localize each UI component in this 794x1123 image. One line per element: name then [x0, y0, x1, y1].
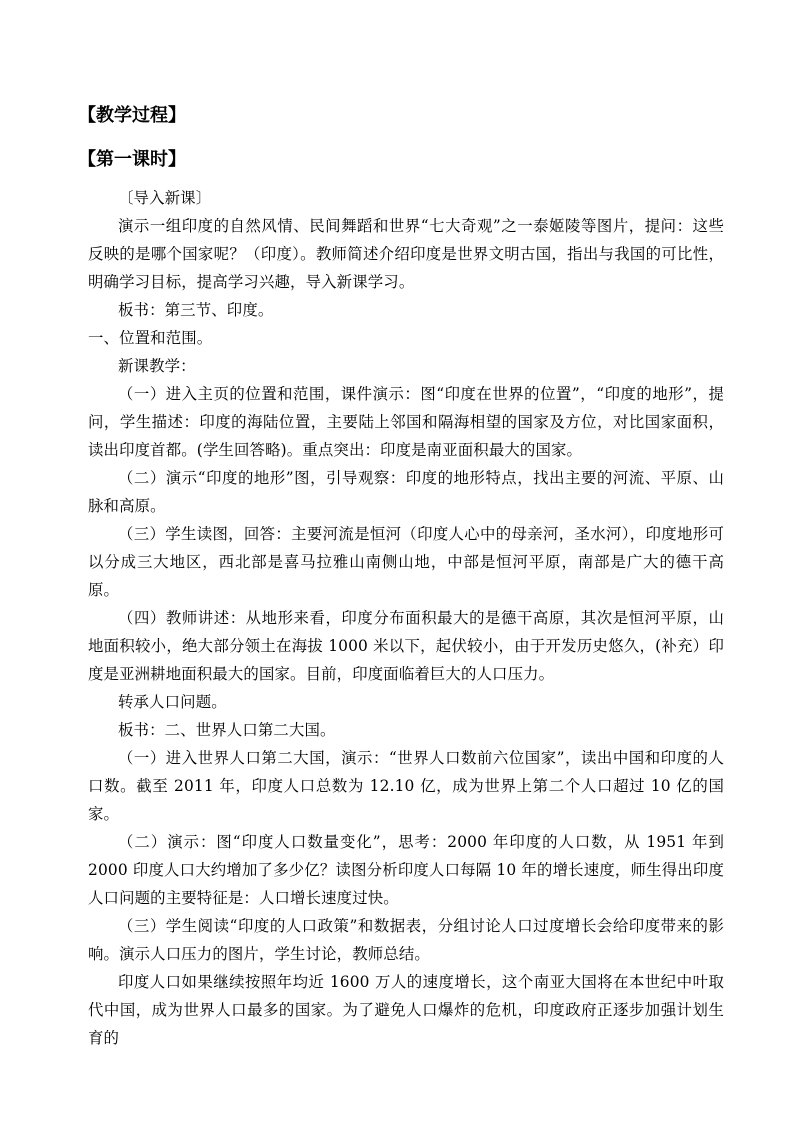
paragraph-population-3: （三）学生阅读“印度的人口政策”和数据表，分组讨论人口过度增长会给印度带来的影响。演示人口压力的图片，学生讨论，教师总结。 — [88, 917, 724, 963]
paragraph-step-4: （四）教师讲述：从地形来看，印度分布面积最大的是德干高原，其次是恒河平原，山地面积较小，绝大部分领土在海拔 1000 米以下，起伏较小，由于开发历史悠久，(补充）印度是亚洲耕地面积最大的国家。目前，印度面临着巨大的人口压力。 — [88, 609, 724, 683]
paragraph-board-1: 板书：第三节、印度。 — [118, 301, 274, 319]
paragraph-step-2: （二）演示“印度的地形”图，引导观察：印度的地形特点，找出主要的河流、平原、山脉和高原。 — [88, 469, 724, 515]
heading-first-lesson: 【第一课时】 — [78, 149, 186, 170]
paragraph-intro: 演示一组印度的自然风情、民间舞蹈和世界“七大奇观”之一泰姬陵等图片，提问：这些反映的是哪个国家呢？（印度）。教师简述介绍印度是世界文明古国，指出与我国的可比性，明确学习目标，提高学习兴趣，导入新课学习。 — [88, 217, 724, 291]
body-text — [88, 184, 724, 1052]
paragraph-new-lesson: 新课教学： — [118, 357, 196, 375]
paragraph-population-4: 印度人口如果继续按照年均近 1600 万人的速度增长，这个南亚大国将在本世纪中叶取代中国，成为世界人口最多的国家。为了避免人口爆炸的危机，印度政府正逐步加强计划生育的 — [88, 973, 724, 1047]
paragraph-section-1: 一、位置和范围。 — [88, 329, 213, 347]
paragraph-step-1: （一）进入主页的位置和范围，课件演示：图“印度在世界的位置”，“印度的地形”，提问，学生描述：印度的海陆位置，主要陆上邻国和隔海相望的国家及方位，对比国家面积，读出印度首都。(学生回答略)。重点突出：印度是南亚面积最大的国家。 — [88, 385, 724, 459]
heading-teaching-process: 【教学过程】 — [78, 105, 186, 126]
paragraph-intro-label: 〔导入新课〕 — [118, 189, 212, 207]
paragraph-population-1: （一）进入世界人口第二大国，演示：“世界人口数前六位国家”，读出中国和印度的人口数。截至 2011 年，印度人口总数为 12.10 亿，成为世界上第二个人口超过 10 亿的国家。 — [88, 749, 724, 823]
paragraph-step-3: （三）学生读图，回答：主要河流是恒河（印度人心中的母亲河，圣水河），印度地形可以分成三大地区，西北部是喜马拉雅山南侧山地，中部是恒河平原，南部是广大的德干高原。 — [88, 525, 724, 599]
paragraph-transition: 转承人口问题。 — [118, 693, 227, 711]
paragraph-population-2: （二）演示：图“印度人口数量变化”，思考：2000 年印度的人口数，从 1951 年到 2000 印度人口大约增加了多少亿？读图分析印度人口每隔 10 年的增长速度，师生得出印度人口问题的主要特征是：人口增长速度过快。 — [88, 833, 724, 907]
paragraph-board-2: 板书：二、世界人口第二大国。 — [118, 721, 336, 739]
